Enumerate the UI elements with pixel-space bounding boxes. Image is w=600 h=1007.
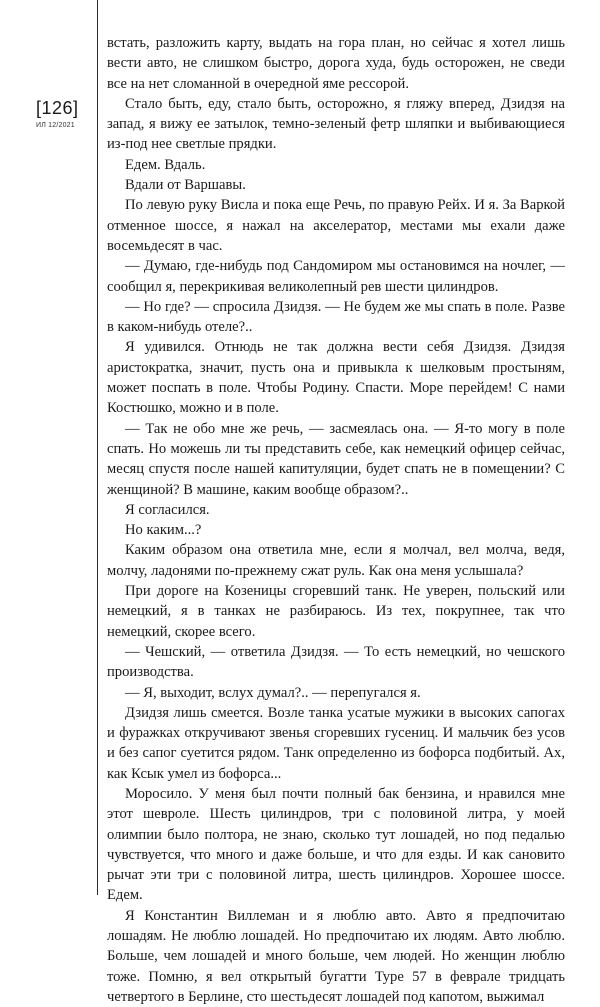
paragraph: Стало быть, еду, стало быть, осторожно, я гляжу вперед, Дзидзя на запад, я вижу ее затылок, темно-зеленый фетр шляпки и выбивающиеся из-под нее светлые прядки. — [107, 95, 565, 153]
paragraph: Каким образом она ответила мне, если я молчал, вел молча, ведя, молчу, ладонями по-прежнему сжат руль. Как она меня услышала? — [107, 542, 565, 579]
paragraph: Но каким...? — [125, 522, 202, 539]
paragraph: При дороге на Козеницы сгоревший танк. Не уверен, польский или немецкий, я в танках не разбираюсь. Из тех, покрупнее, так что немецкий, скорее всего. — [107, 583, 565, 640]
margin-rule — [97, 0, 98, 895]
paragraph: встать, разложить карту, выдать на гора план, но сейчас я хотел лишь вести авто, не слишком быстро, дорога худа, будь осторожен, не сведи все на нет сломанной в очередной яме рессорой. — [107, 35, 565, 92]
paragraph: — Но где? — спросила Дзидзя. — Не будем же мы спать в поле. Разве в каком-нибудь отеле?.. — [107, 298, 565, 336]
paragraph: Вдали от Варшавы. — [125, 177, 246, 194]
paragraph: Я удивился. Отнюдь не так должна вести себя Дзидзя. Дзидзя аристократка, значит, пусть она и привыкла к шелковым простыням, может поспать в поле. Чтобы Родину. Спасти. Море перейдем! С нами Костюшко, можно и в поле. — [107, 339, 565, 417]
paragraph: Дзидзя лишь смеется. Возле танка усатые мужики в высоких сапогах и фуражках откручивают звенья сгоревших гусениц. И мальчик без усов и без сапог суетится рядом. Танк определенно из бофорса подбитый. Ах, как Ксык умел из бофорса... — [107, 704, 565, 782]
paragraph: Едем. Вдаль. — [125, 156, 206, 173]
paragraph: — Так не обо мне же речь, — засмеялась она. — Я-то могу в поле спать. Но можешь ли ты представить себе, как немецкий офицер сейчас, месяц спустя после нашей капитуляции, будет спать не в помещении? С женщиной? В машине, каким вообще образом?.. — [107, 420, 565, 498]
body-text — [107, 33, 565, 1007]
paragraph: Моросило. У меня был почти полный бак бензина, и нравился мне этот шевроле. Шесть цилиндров, три с половиной литра, у моей олимпии было полтора, не знаю, сколько тут лошадей, но под педалью чувствуется, что много и даже больше, и что для езды. И как сановито рычат эти три с половиной литра, шесть цилиндров. Хорошее шоссе. Едем. — [107, 785, 565, 904]
issue-label: ИЛ 12/2021 — [36, 122, 75, 129]
paragraph: — Думаю, где-нибудь под Сандомиром мы остановимся на ночлег, — сообщил я, перекрикивая великолепный рев шести цилиндров. — [107, 258, 565, 295]
paragraph: Я Константин Виллеман и я люблю авто. Авто я предпочитаю лошадям. Не люблю лошадей. Но предпочитаю их людям. Авто люблю. Больше, чем лошадей и много больше, чем людей. Но женщин люблю тоже. Помню, я вел открытый бугатти Type 57 в феврале тридцать четвертого в Берлине, сто шестьдесят лошадей под капотом, выжимал — [107, 907, 565, 1005]
paragraph: Я согласился. — [125, 501, 210, 518]
page-number: [126] — [36, 98, 79, 118]
paragraph: — Чешский, — ответила Дзидзя. — То есть немецкий, но чешского производства. — [107, 643, 565, 681]
paragraph: — Я, выходит, вслух думал?.. — перепугался я. — [125, 684, 421, 701]
paragraph: По левую руку Висла и пока еще Речь, по правую Рейх. И я. За Варкой отменное шоссе, я нажал на акселератор, местами мы ехали даже восемьдесят в час. — [107, 197, 565, 254]
